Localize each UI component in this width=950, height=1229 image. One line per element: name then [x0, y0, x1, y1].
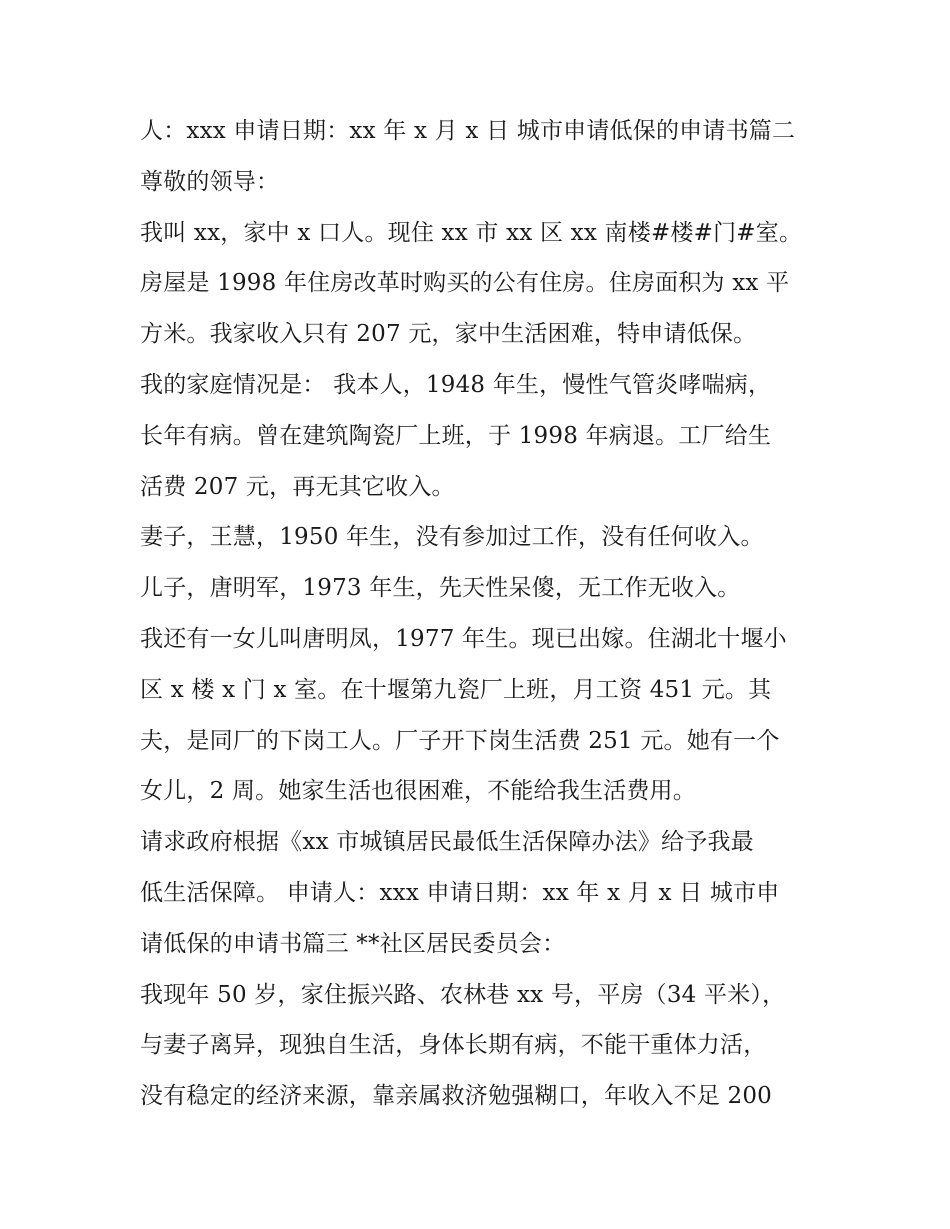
text-line: 女儿，2 周。她家生活也很困难，不能给我生活费用。: [140, 778, 696, 805]
text-line: 请求政府根据《xx 市城镇居民最低生活保障办法》给予我最: [140, 829, 754, 856]
text-line: 人：xxx 申请日期：xx 年 x 月 x 日 城市申请低保的申请书篇二: [140, 118, 796, 144]
text-line: 我还有一女儿叫唐明凤，1977 年生。现已出嫁。住湖北十堰小: [140, 625, 787, 652]
text-line: 方米。我家收入只有 207 元，家中生活困难，特申请低保。: [140, 321, 757, 348]
text-line: 我现年 50 岁，家住振兴路、农林巷 xx 号，平房（34 平米），: [140, 981, 786, 1008]
text-line: 我的家庭情况是： 我本人，1948 年生，慢性气管炎哮喘病，: [140, 371, 772, 398]
text-line: 尊敬的领导：: [140, 168, 280, 195]
text-line: 与妻子离异，现独自生活，身体长期有病，不能干重体力活，: [140, 1032, 767, 1059]
text-line: 我叫 xx，家中 x 口人。现住 xx 市 xx 区 xx 南楼#楼#门#室。: [140, 219, 803, 246]
text-line: 房屋是 1998 年住房改革时购买的公有住房。住房面积为 xx 平: [140, 270, 790, 297]
document-body: [140, 106, 830, 1122]
text-line: 活费 207 元，再无其它收入。: [140, 473, 455, 500]
text-line: 区 x 楼 x 门 x 室。在十堰第九瓷厂上班，月工资 451 元。其: [140, 676, 772, 703]
text-line: 低生活保障。 申请人：xxx 申请日期：xx 年 x 月 x 日 城市申: [140, 879, 780, 906]
text-line: 妻子，王慧，1950 年生，没有参加过工作，没有任何收入。: [140, 524, 764, 551]
text-line: 儿子，唐明军，1973 年生，先天性呆傻，无工作无收入。: [140, 575, 741, 602]
text-line: 长年有病。曾在建筑陶瓷厂上班，于 1998 年病退。工厂给生: [140, 422, 772, 449]
text-line: 夫，是同厂的下岗工人。厂子开下岗生活费 251 元。她有一个: [140, 727, 780, 754]
text-line: 请低保的申请书篇三 **社区居民委员会：: [140, 930, 566, 957]
text-line: 没有稳定的经济来源，靠亲属救济勉强糊口，年收入不足 200: [140, 1083, 773, 1110]
